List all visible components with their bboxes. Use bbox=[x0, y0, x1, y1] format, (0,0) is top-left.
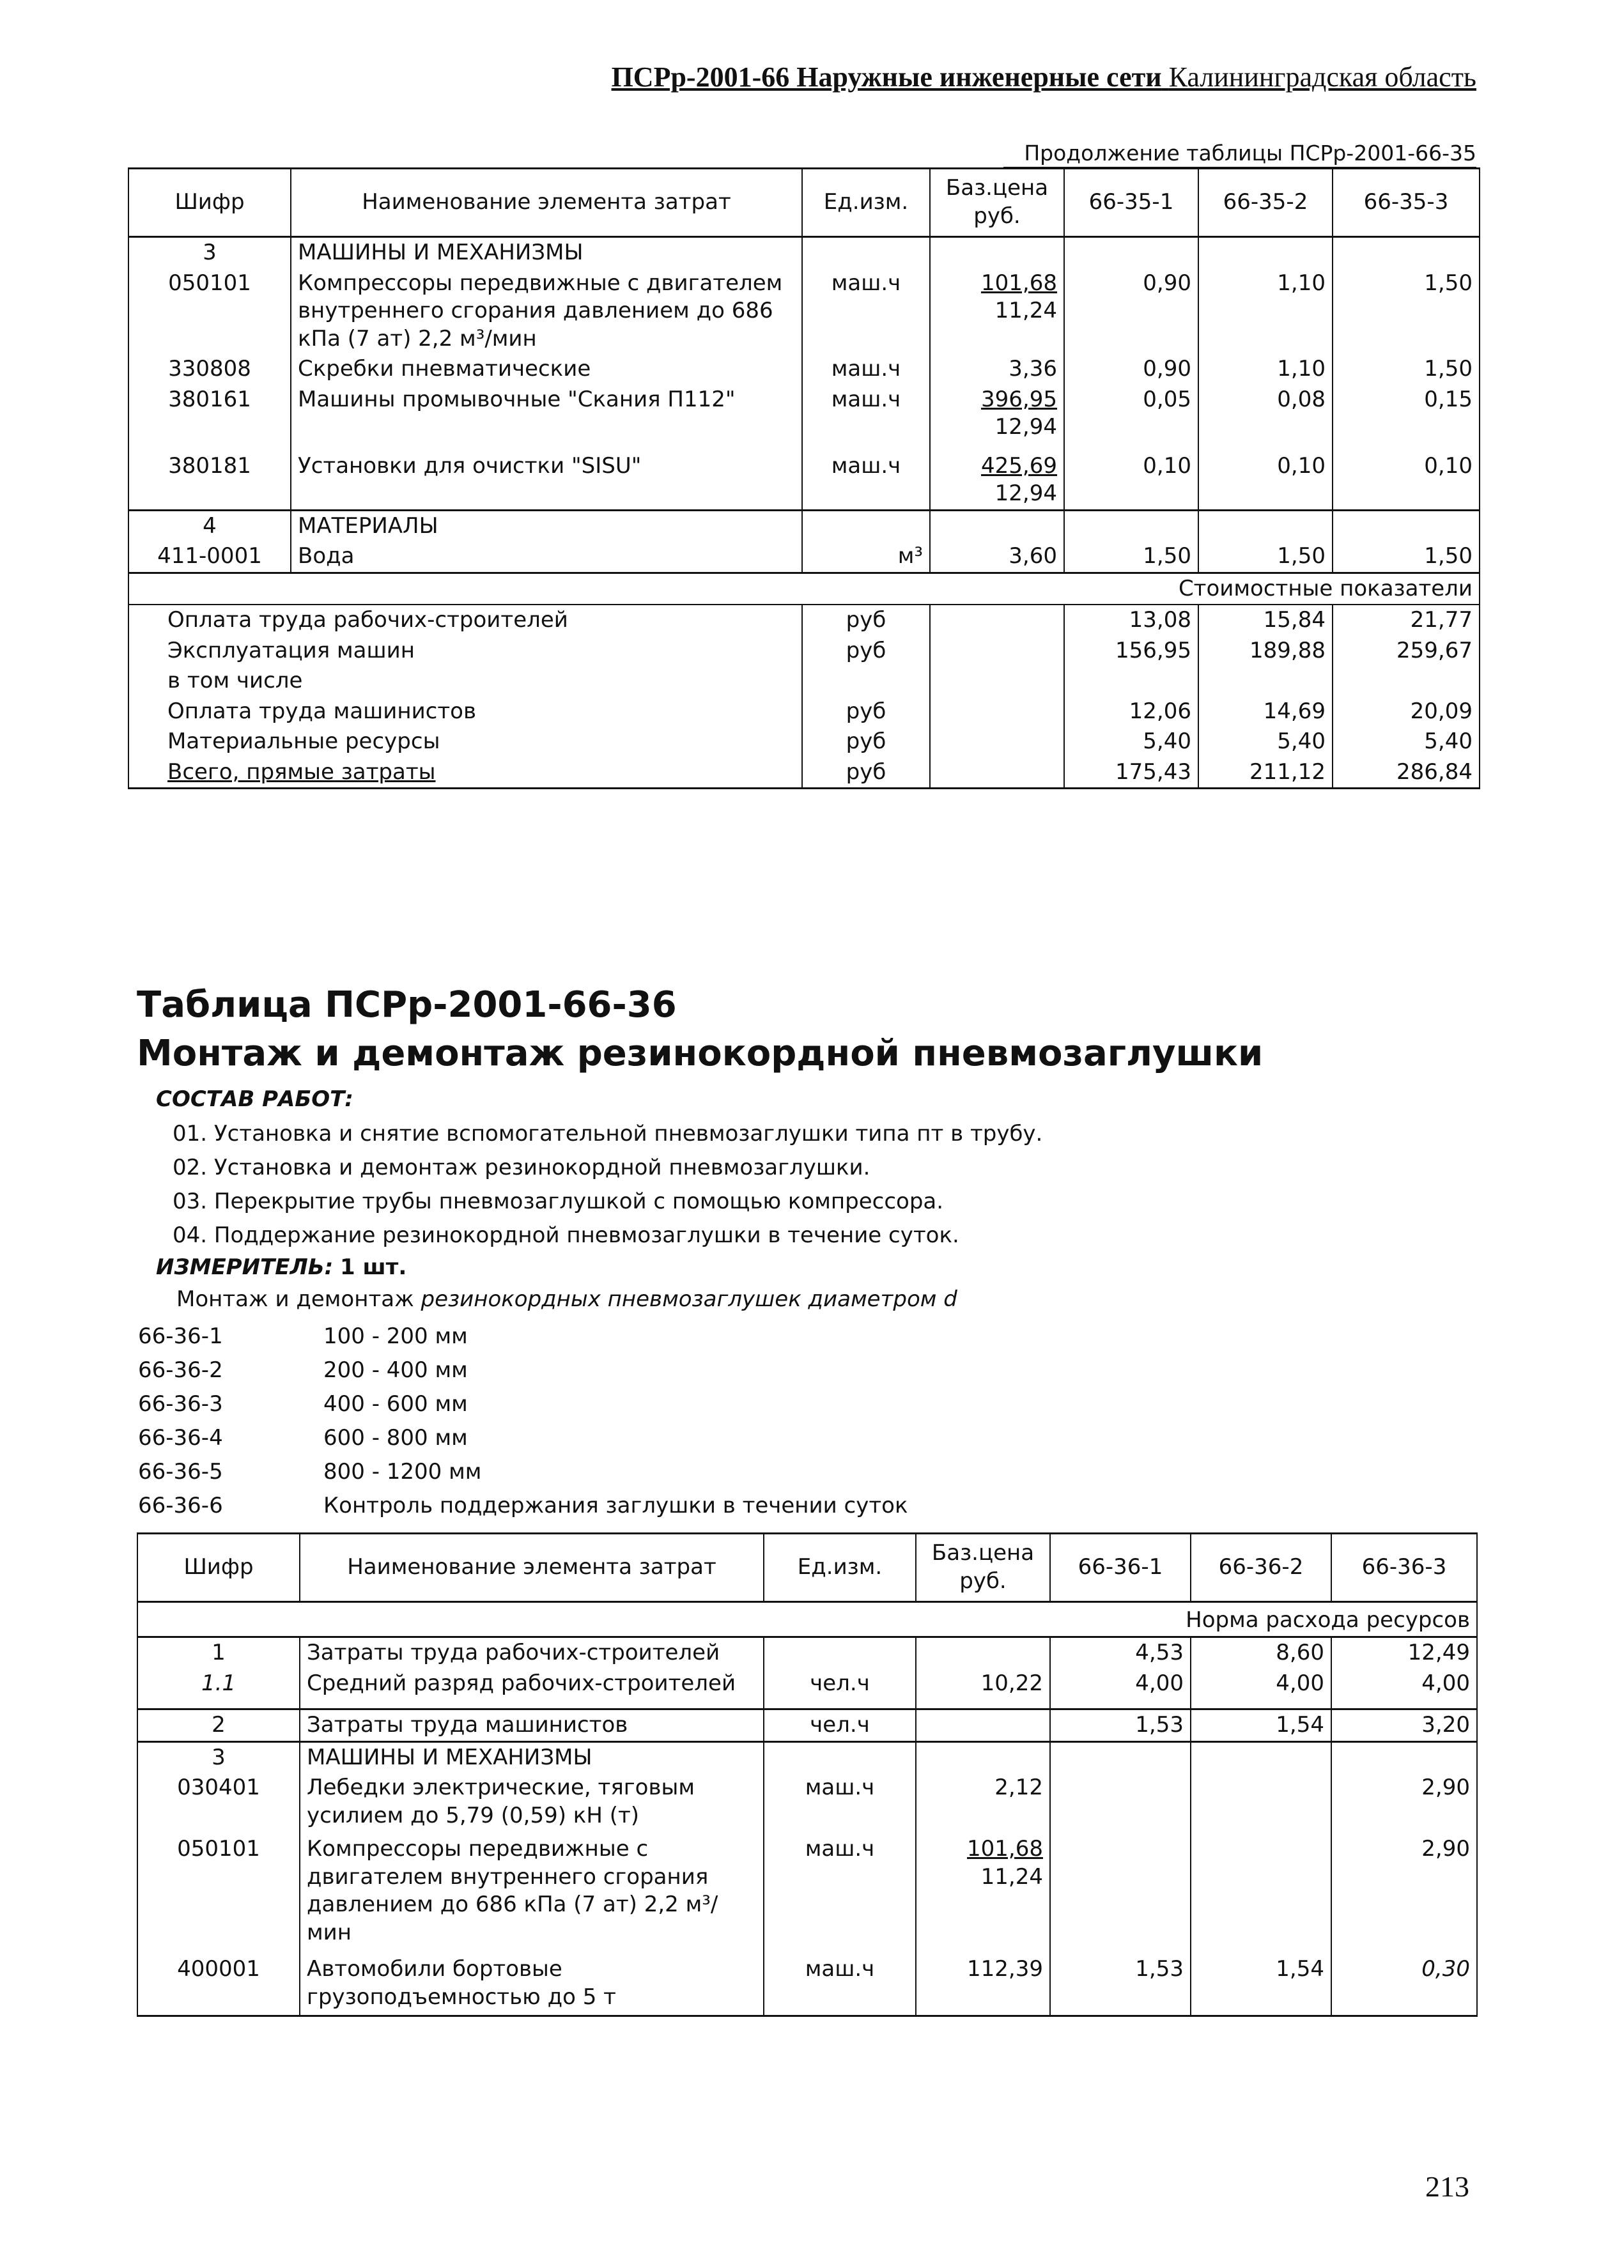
measure-line bbox=[156, 1254, 406, 1280]
row-price: 3,60 bbox=[930, 541, 1064, 573]
row-v1: 0,90 bbox=[1064, 354, 1198, 385]
row-unit: маш.ч bbox=[802, 451, 930, 511]
row-v3: 1,50 bbox=[1333, 354, 1480, 385]
row-v2: 1,50 bbox=[1198, 541, 1333, 573]
code-text: 600 - 800 мм bbox=[323, 1425, 468, 1451]
section-row bbox=[128, 510, 1480, 541]
row-v2: 0,08 bbox=[1198, 385, 1333, 451]
row-price bbox=[916, 1637, 1050, 1669]
row-code: 400001 bbox=[137, 1954, 300, 2016]
row-v1: 4,00 bbox=[1050, 1669, 1191, 1709]
row-unit bbox=[764, 1637, 916, 1669]
row-unit: маш.ч bbox=[764, 1954, 916, 2016]
row-v3: 0,30 bbox=[1331, 1954, 1477, 2016]
row-code: 050101 bbox=[128, 268, 291, 355]
row-code: 030401 bbox=[137, 1773, 300, 1834]
section-code: 3 bbox=[137, 1741, 300, 1773]
row-v1: 4,53 bbox=[1050, 1637, 1191, 1669]
code-text: 100 - 200 мм bbox=[323, 1323, 468, 1349]
list-item bbox=[138, 1320, 908, 1354]
code-text: Контроль поддержания заглушки в течении суток bbox=[323, 1493, 908, 1518]
row-v1: 1,53 bbox=[1050, 1709, 1191, 1742]
code-list bbox=[138, 1320, 908, 1523]
row-v2: 1,54 bbox=[1191, 1709, 1331, 1742]
row-price bbox=[916, 1834, 1050, 1954]
col-header-name: Наименование элемента затрат bbox=[291, 169, 802, 237]
list-item bbox=[138, 1489, 908, 1523]
scope-italic: резинокордных пневмозаглушек диаметром d bbox=[421, 1286, 957, 1312]
row-price-main: 101,68 bbox=[967, 1836, 1043, 1862]
row-name: Компрессоры передвижные с двигателем внутреннего сгорания давлением до 686 кПа (7 ат) 2,2 м³/мин bbox=[300, 1834, 764, 1954]
row-unit: м³ bbox=[802, 541, 930, 573]
row-v3: 12,49 bbox=[1331, 1637, 1477, 1669]
row-v1 bbox=[1050, 1773, 1191, 1834]
cost-unit: руб bbox=[802, 697, 930, 727]
row-name: Машины промывочные "Скания П112" bbox=[291, 385, 802, 451]
row-price bbox=[930, 451, 1064, 511]
row-unit: маш.ч bbox=[802, 268, 930, 355]
cost-unit: руб bbox=[802, 727, 930, 757]
list-item: 02. Установка и демонтаж резинокордной пневмозаглушки. bbox=[173, 1155, 870, 1180]
cost-v3: 20,09 bbox=[1333, 697, 1480, 727]
row-v3: 4,00 bbox=[1331, 1669, 1477, 1709]
section-row bbox=[128, 237, 1480, 268]
row-v3: 1,50 bbox=[1333, 541, 1480, 573]
row-name: Установки для очистки "SISU" bbox=[291, 451, 802, 511]
cost-name: Материальные ресурсы bbox=[128, 727, 802, 757]
cost-v3: 21,77 bbox=[1333, 605, 1480, 636]
row-v2: 8,60 bbox=[1191, 1637, 1331, 1669]
cost-row bbox=[128, 636, 1480, 667]
cost-row bbox=[128, 697, 1480, 727]
row-unit: маш.ч bbox=[764, 1834, 916, 1954]
row-unit: маш.ч bbox=[764, 1773, 916, 1834]
col-header-price: Баз.цена руб. bbox=[930, 169, 1064, 237]
cost-unit: руб bbox=[802, 605, 930, 636]
table-row bbox=[137, 1709, 1477, 1742]
cost-row bbox=[128, 605, 1480, 636]
resource-table-66-35 bbox=[128, 167, 1480, 789]
cost-row bbox=[128, 727, 1480, 757]
cost-name: Оплата труда рабочих-строителей bbox=[128, 605, 802, 636]
works-list bbox=[173, 1117, 1042, 1253]
row-price bbox=[916, 1709, 1050, 1742]
section-name: МАТЕРИАЛЫ bbox=[291, 510, 802, 541]
row-v2: 1,54 bbox=[1191, 1954, 1331, 2016]
row-price-sub: 12,94 bbox=[994, 481, 1057, 507]
cost-v3: 286,84 bbox=[1333, 757, 1480, 789]
row-price bbox=[930, 268, 1064, 355]
row-name: Лебедки электрические, тяговым усилием до 5,79 (0,59) кН (т) bbox=[300, 1773, 764, 1834]
list-item: 03. Перекрытие трубы пневмозаглушкой с помощью компрессора. bbox=[173, 1189, 944, 1214]
table-row bbox=[128, 541, 1480, 573]
cost-v2: 15,84 bbox=[1198, 605, 1333, 636]
row-v1: 1,50 bbox=[1064, 541, 1198, 573]
list-item: 01. Установка и снятие вспомогательной пневмозаглушки типа пт в трубу. bbox=[173, 1121, 1043, 1146]
cost-unit: руб bbox=[802, 636, 930, 667]
row-v3: 2,90 bbox=[1331, 1773, 1477, 1834]
table-row bbox=[128, 354, 1480, 385]
row-price-main: 396,95 bbox=[981, 386, 1057, 412]
col-header-code: Шифр bbox=[128, 169, 291, 237]
row-name: Вода bbox=[291, 541, 802, 573]
list-item: 04. Поддержание резинокордной пневмозаглушки в течение суток. bbox=[173, 1223, 959, 1248]
row-unit: маш.ч bbox=[802, 354, 930, 385]
col-header-v3: 66-35-3 bbox=[1333, 169, 1480, 237]
table-row bbox=[137, 1669, 1477, 1709]
row-unit: чел.ч bbox=[764, 1669, 916, 1709]
section-code: 4 bbox=[128, 510, 291, 541]
row-unit: маш.ч bbox=[802, 385, 930, 451]
table-subtitle: Монтаж и демонтаж резинокордной пневмозаглушки bbox=[137, 1033, 1264, 1074]
works-label: СОСТАВ РАБОТ: bbox=[156, 1086, 353, 1112]
row-code: 380181 bbox=[128, 451, 291, 511]
row-price-sub: 11,24 bbox=[994, 298, 1057, 324]
row-v2: 0,10 bbox=[1198, 451, 1333, 511]
row-price: 3,36 bbox=[930, 354, 1064, 385]
row-code: 411-0001 bbox=[128, 541, 291, 573]
row-price-main: 425,69 bbox=[981, 452, 1057, 479]
row-name: Скребки пневматические bbox=[291, 354, 802, 385]
row-code: 1 bbox=[137, 1637, 300, 1669]
row-v1: 1,53 bbox=[1050, 1954, 1191, 2016]
table-row bbox=[128, 451, 1480, 511]
row-v2: 1,10 bbox=[1198, 268, 1333, 355]
list-item bbox=[138, 1354, 908, 1387]
cost-v1: 175,43 bbox=[1064, 757, 1198, 789]
row-v2: 4,00 bbox=[1191, 1669, 1331, 1709]
scope-main: Монтаж и демонтаж bbox=[176, 1286, 414, 1312]
measure-value: 1 шт. bbox=[340, 1254, 407, 1280]
row-name: Автомобили бортовые грузоподъемностью до 5 т bbox=[300, 1954, 764, 2016]
row-v2 bbox=[1191, 1773, 1331, 1834]
col-header-v2: 66-35-2 bbox=[1198, 169, 1333, 237]
row-code: 2 bbox=[137, 1709, 300, 1742]
list-item bbox=[138, 1455, 908, 1489]
row-name: Затраты труда рабочих-строителей bbox=[300, 1637, 764, 1669]
row-v3: 3,20 bbox=[1331, 1709, 1477, 1742]
cost-name: Эксплуатация машин bbox=[128, 636, 802, 667]
table-row bbox=[137, 1834, 1477, 1954]
running-header bbox=[556, 61, 1476, 93]
row-price-sub: 11,24 bbox=[980, 1863, 1043, 1890]
row-price: 10,22 bbox=[916, 1669, 1050, 1709]
row-v2 bbox=[1191, 1834, 1331, 1954]
row-price-main: 101,68 bbox=[981, 270, 1057, 296]
cost-header-row bbox=[128, 573, 1480, 605]
row-name: Средний разряд рабочих-строителей bbox=[300, 1669, 764, 1709]
row-code: 050101 bbox=[137, 1834, 300, 1954]
row-v1: 0,10 bbox=[1064, 451, 1198, 511]
row-v3: 1,50 bbox=[1333, 268, 1480, 355]
code: 66-36-3 bbox=[138, 1391, 223, 1417]
cost-header: Стоимостные показатели bbox=[128, 573, 1480, 605]
col-header-unit: Ед.изм. bbox=[764, 1534, 916, 1602]
row-price: 2,12 bbox=[916, 1773, 1050, 1834]
cost-unit: руб bbox=[802, 757, 930, 789]
code: 66-36-6 bbox=[138, 1493, 223, 1518]
cost-v1: 5,40 bbox=[1064, 727, 1198, 757]
col-header-v1: 66-36-1 bbox=[1050, 1534, 1191, 1602]
row-code: 330808 bbox=[128, 354, 291, 385]
measure-label: ИЗМЕРИТЕЛЬ: bbox=[156, 1254, 334, 1280]
cost-v2: 14,69 bbox=[1198, 697, 1333, 727]
table-row bbox=[128, 268, 1480, 355]
col-header-v2: 66-36-2 bbox=[1191, 1534, 1331, 1602]
section-row bbox=[137, 1741, 1477, 1773]
col-header-v1: 66-35-1 bbox=[1064, 169, 1198, 237]
page-number: 213 bbox=[1425, 2170, 1469, 2203]
row-price: 112,39 bbox=[916, 1954, 1050, 2016]
cost-name: в том числе bbox=[128, 666, 802, 697]
header-region: Калининградская область bbox=[1168, 61, 1476, 93]
row-v1 bbox=[1050, 1834, 1191, 1954]
row-v3: 2,90 bbox=[1331, 1834, 1477, 1954]
cost-v3: 259,67 bbox=[1333, 636, 1480, 667]
cost-v1: 13,08 bbox=[1064, 605, 1198, 636]
section-name: МАШИНЫ И МЕХАНИЗМЫ bbox=[291, 237, 802, 268]
row-name: Затраты труда машинистов bbox=[300, 1709, 764, 1742]
norm-header: Норма расхода ресурсов bbox=[137, 1602, 1477, 1637]
row-unit: чел.ч bbox=[764, 1709, 916, 1742]
cost-v3: 5,40 bbox=[1333, 727, 1480, 757]
cost-v2: 5,40 bbox=[1198, 727, 1333, 757]
code: 66-36-5 bbox=[138, 1459, 223, 1485]
table-header-row bbox=[137, 1534, 1477, 1602]
row-price-sub: 12,94 bbox=[994, 414, 1057, 440]
cost-v2: 189,88 bbox=[1198, 636, 1333, 667]
header-series: ПСРр-2001-66 Наружные инженерные сети bbox=[611, 61, 1162, 93]
code: 66-36-2 bbox=[138, 1357, 223, 1383]
cost-v1: 12,06 bbox=[1064, 697, 1198, 727]
col-header-price: Баз.цена руб. bbox=[916, 1534, 1050, 1602]
list-item bbox=[138, 1387, 908, 1421]
code-text: 200 - 400 мм bbox=[323, 1357, 468, 1383]
col-header-code: Шифр bbox=[137, 1534, 300, 1602]
row-v1: 0,90 bbox=[1064, 268, 1198, 355]
row-price bbox=[930, 385, 1064, 451]
col-header-unit: Ед.изм. bbox=[802, 169, 930, 237]
cost-name: Оплата труда машинистов bbox=[128, 697, 802, 727]
cost-v1: 156,95 bbox=[1064, 636, 1198, 667]
table-title: Таблица ПСРр-2001-66-36 bbox=[137, 984, 677, 1026]
row-code: 380161 bbox=[128, 385, 291, 451]
continuation-label: Продолжение таблицы ПСРр-2001-66-35 bbox=[1003, 141, 1476, 168]
row-name: Компрессоры передвижные с двигателем внутреннего сгорания давлением до 686 кПа (7 ат) 2,2 м³/мин bbox=[291, 268, 802, 355]
row-v3: 0,15 bbox=[1333, 385, 1480, 451]
col-header-v3: 66-36-3 bbox=[1331, 1534, 1477, 1602]
row-code: 1.1 bbox=[137, 1669, 300, 1709]
scope-description bbox=[176, 1286, 957, 1312]
table-header-row bbox=[128, 169, 1480, 237]
table-row bbox=[128, 385, 1480, 451]
code: 66-36-4 bbox=[138, 1425, 223, 1451]
cost-v2: 211,12 bbox=[1198, 757, 1333, 789]
resource-table-66-36 bbox=[137, 1532, 1478, 2017]
section-code: 3 bbox=[128, 237, 291, 268]
table-row bbox=[137, 1954, 1477, 2016]
list-item bbox=[138, 1421, 908, 1455]
cost-row bbox=[128, 666, 1480, 697]
norm-header-row bbox=[137, 1602, 1477, 1637]
cost-row bbox=[128, 757, 1480, 789]
cost-name: Всего, прямые затраты bbox=[128, 757, 802, 789]
code: 66-36-1 bbox=[138, 1323, 223, 1349]
section-name: МАШИНЫ И МЕХАНИЗМЫ bbox=[300, 1741, 764, 1773]
col-header-name: Наименование элемента затрат bbox=[300, 1534, 764, 1602]
code-text: 400 - 600 мм bbox=[323, 1391, 468, 1417]
row-v3: 0,10 bbox=[1333, 451, 1480, 511]
row-v1: 0,05 bbox=[1064, 385, 1198, 451]
table-row bbox=[137, 1637, 1477, 1669]
code-text: 800 - 1200 мм bbox=[323, 1459, 482, 1485]
table-row bbox=[137, 1773, 1477, 1834]
row-v2: 1,10 bbox=[1198, 354, 1333, 385]
